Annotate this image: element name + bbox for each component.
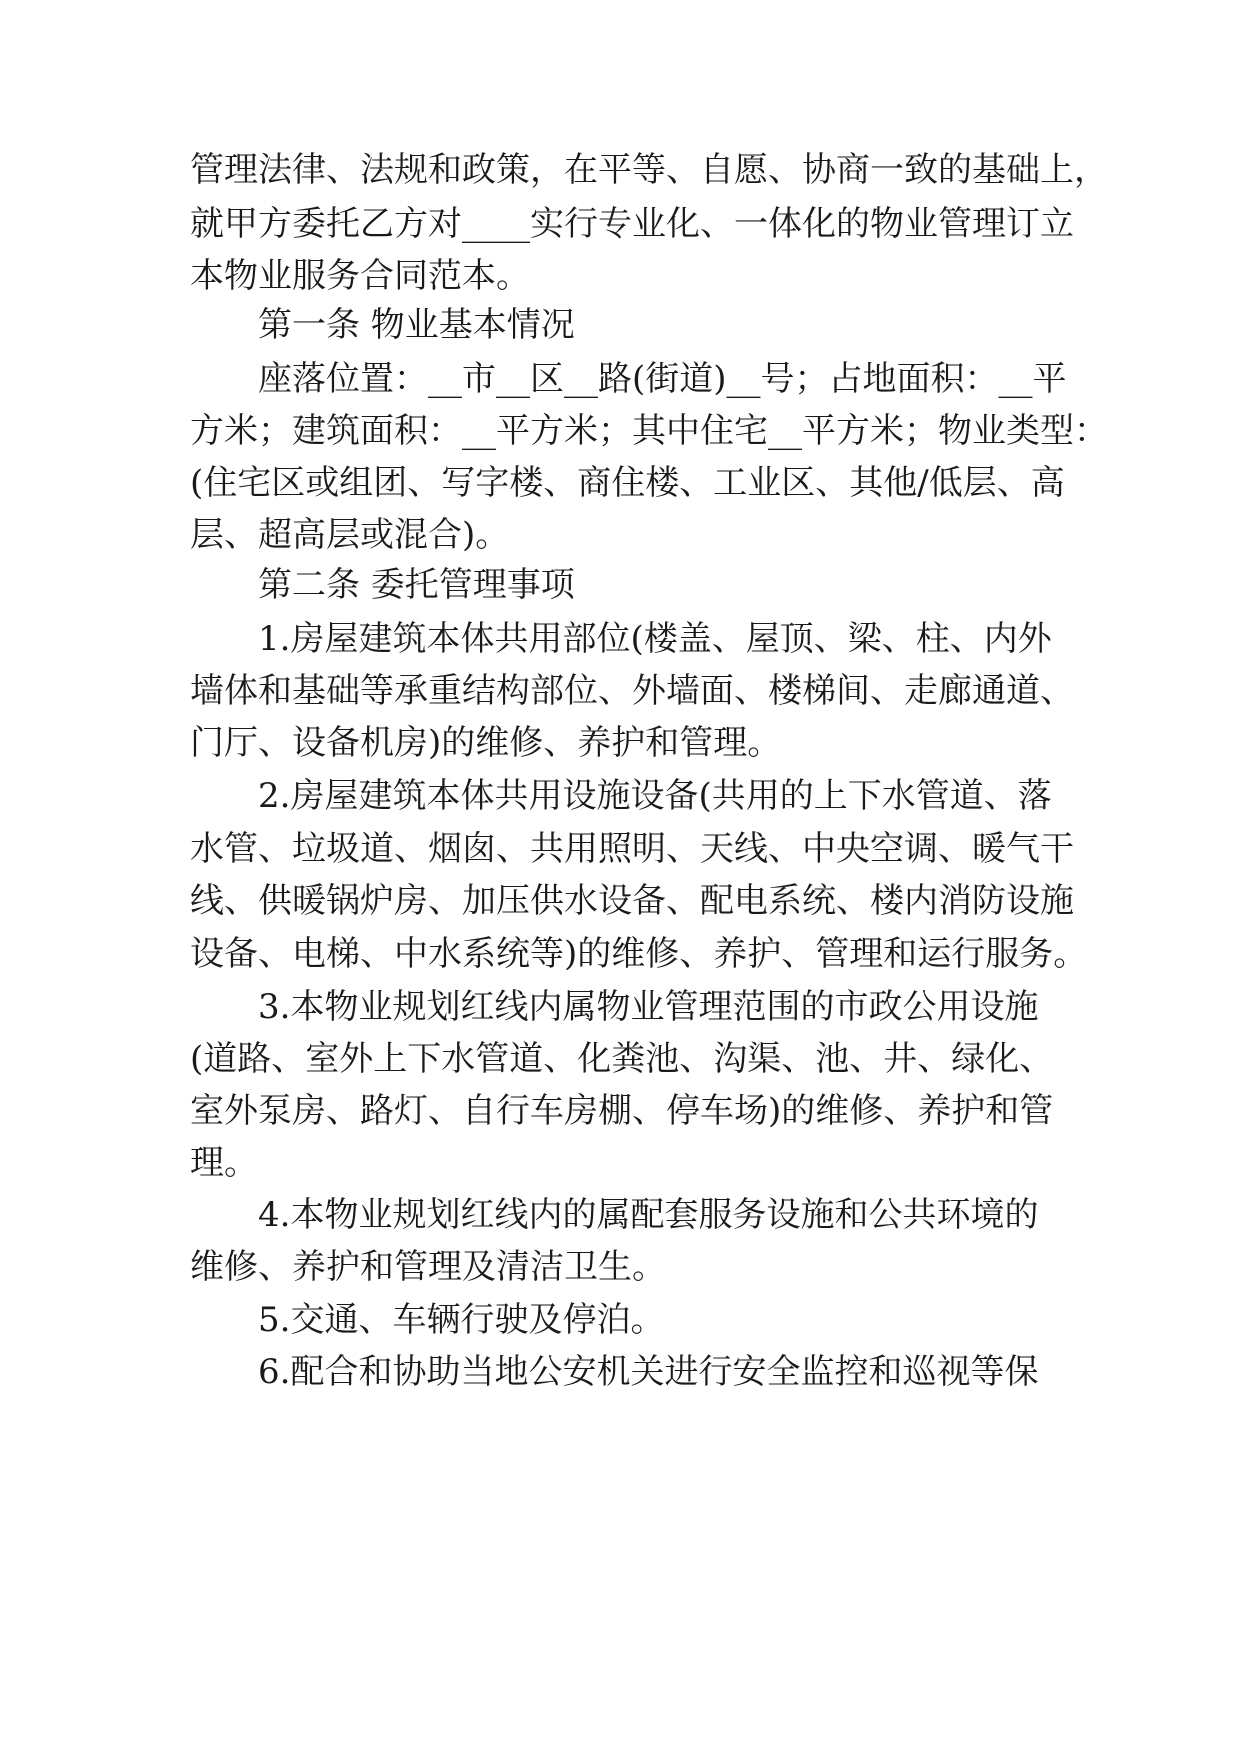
text-line: 管理法律、法规和政策，在平等、自愿、协商一致的基础上，: [190, 150, 1108, 190]
text-line: 本物业服务合同范本。: [190, 256, 530, 296]
section-heading: 第二条 委托管理事项: [258, 565, 575, 605]
section-heading: 第一条 物业基本情况: [258, 305, 575, 345]
text-line: 层、超高层或混合)。: [190, 515, 510, 555]
text-line: (道路、室外上下水管道、化粪池、沟渠、池、井、绿化、: [190, 1039, 1054, 1079]
text-line: 座落位置：__市__区__路(街道)__号；占地面积：__平: [258, 359, 1067, 399]
text-line: 设备、电梯、中水系统等)的维修、养护、管理和运行服务。: [190, 934, 1088, 974]
text-line: 室外泵房、路灯、自行车房棚、停车场)的维修、养护和管: [190, 1091, 1054, 1131]
text-line: 4.本物业规划红线内的属配套服务设施和公共环境的: [258, 1195, 1039, 1235]
text-line: (住宅区或组团、写字楼、商住楼、工业区、其他/低层、高: [190, 463, 1065, 503]
text-line: 线、供暖锅炉房、加压供水设备、配电系统、楼内消防设施: [190, 881, 1074, 921]
text-line: 1.房屋建筑本体共用部位(楼盖、屋顶、梁、柱、内外: [258, 619, 1052, 659]
text-line: 3.本物业规划红线内属物业管理范围的市政公用设施: [258, 987, 1039, 1027]
text-line: 门厅、设备机房)的维修、养护和管理。: [190, 723, 782, 763]
text-line: 方米；建筑面积：__平方米；其中住宅__平方米；物业类型：: [190, 411, 1108, 451]
text-line: 就甲方委托乙方对____实行专业化、一体化的物业管理订立: [190, 204, 1074, 244]
text-line: 维修、养护和管理及清洁卫生。: [190, 1247, 666, 1287]
text-line: 墙体和基础等承重结构部位、外墙面、楼梯间、走廊通道、: [190, 671, 1074, 711]
text-line: 2.房屋建筑本体共用设施设备(共用的上下水管道、落: [258, 776, 1052, 816]
text-line: 5.交通、车辆行驶及停泊。: [258, 1300, 665, 1340]
text-line: 6.配合和协助当地公安机关进行安全监控和巡视等保: [258, 1352, 1039, 1392]
text-line: 理。: [190, 1143, 258, 1183]
text-line: 水管、垃圾道、烟囱、共用照明、天线、中央空调、暖气干: [190, 829, 1074, 869]
